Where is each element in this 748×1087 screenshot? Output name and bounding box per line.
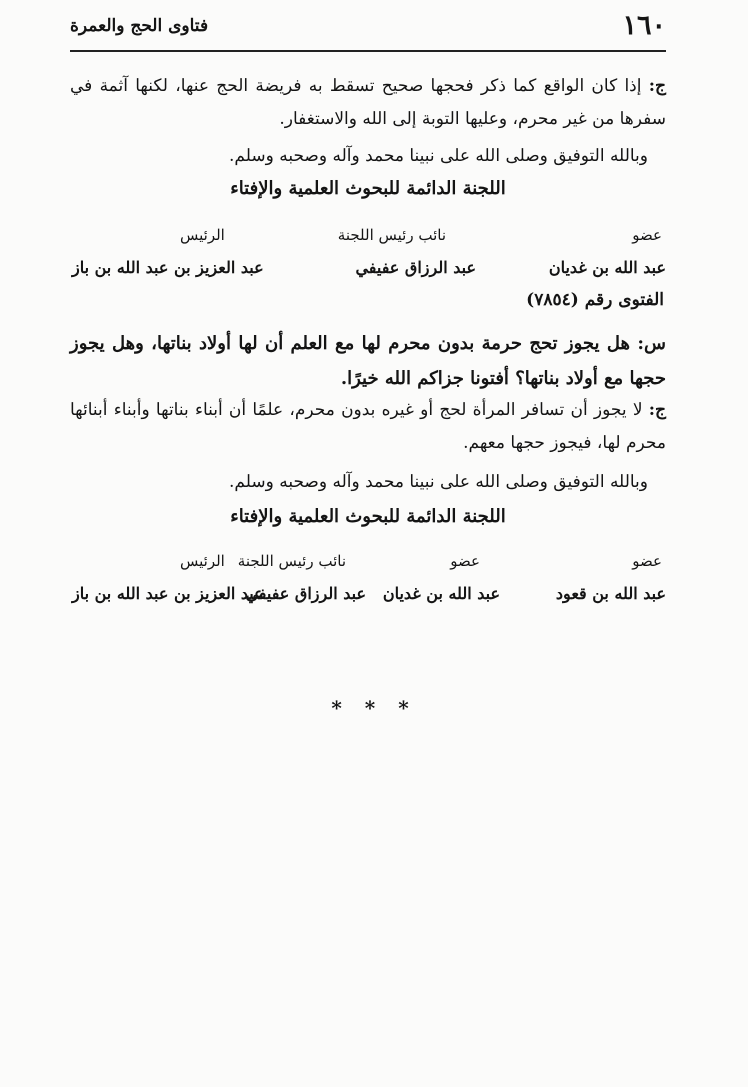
signatory-name: عبد الله بن غديان xyxy=(548,258,666,277)
signatory-title: عضو xyxy=(632,226,662,244)
answer-paragraph-1 xyxy=(70,70,666,136)
page-header xyxy=(70,10,666,46)
page-number: ١٦٠ xyxy=(622,10,666,41)
signatory-name: عبد العزيز بن عبد الله بن باز xyxy=(72,584,264,603)
signatory-name: عبد الرزاق عفيفي xyxy=(245,584,366,603)
closing-line-1: وبالله التوفيق وصلى الله على نبينا محمد وآله وصحبه وسلم. xyxy=(229,146,648,166)
signatory-title: الرئيس xyxy=(180,552,225,570)
signatory-name: عبد الله بن غديان xyxy=(382,584,500,603)
committee-heading-1: اللجنة الدائمة للبحوث العلمية والإفتاء xyxy=(230,178,506,199)
signatory-title: عضو xyxy=(632,552,662,570)
signatory-name: عبد العزيز بن عبد الله بن باز xyxy=(72,258,264,277)
question-paragraph: س: هل يجوز تحج حرمة بدون محرم لها مع العلم أن لها أولاد بناتها، وهل يجوز حجها مع أولاد بناتها؟ أفتونا جزاكم الله خيرًا. xyxy=(70,333,666,389)
signatory-name: عبد الرزاق عفيفي xyxy=(355,258,476,277)
signatory-title: نائب رئيس اللجنة xyxy=(237,552,346,570)
answer-text: إذا كان الواقع كما ذكر فحجها صحيح تسقط به فريضة الحج عنها، لكنها آثمة في سفرها من غير محرم، وعليها التوبة إلى الله والاستغفار. xyxy=(70,76,666,129)
section-separator: * * * xyxy=(331,696,417,720)
closing-line-2: وبالله التوفيق وصلى الله على نبينا محمد وآله وصحبه وسلم. xyxy=(229,472,648,492)
header-divider xyxy=(70,50,666,52)
signatory-names-2 xyxy=(70,584,666,608)
committee-heading-2: اللجنة الدائمة للبحوث العلمية والإفتاء xyxy=(230,506,506,527)
signatory-titles-2 xyxy=(70,552,666,576)
signatory-title: نائب رئيس اللجنة xyxy=(337,226,446,244)
answer-text: لا يجوز أن تسافر المرأة لحج أو غيره بدون محرم، علمًا أن أبناء بناتها وأبناء أبنائها محرم لها، فيجوز حجها معهم. xyxy=(70,400,666,453)
signatory-titles-1 xyxy=(70,226,666,250)
signatory-name: عبد الله بن قعود xyxy=(555,584,666,603)
signatory-names-1 xyxy=(70,258,666,282)
answer-lead: ج: xyxy=(648,76,666,96)
fatwa-number: الفتوى رقم (٧٨٥٤) xyxy=(526,290,664,310)
answer-paragraph-2 xyxy=(70,394,666,460)
running-title: فتاوى الحج والعمرة xyxy=(70,16,209,36)
answer-lead: ج: xyxy=(648,400,666,420)
signatory-title: الرئيس xyxy=(180,226,225,244)
signatory-title: عضو xyxy=(450,552,480,570)
